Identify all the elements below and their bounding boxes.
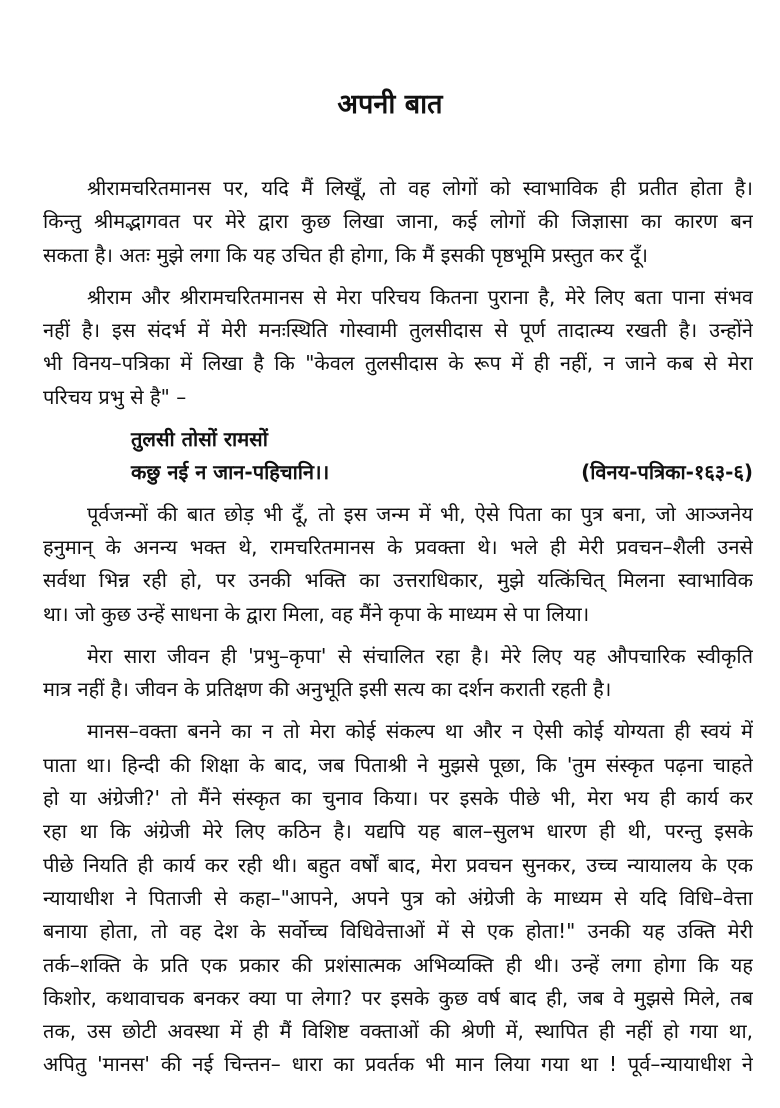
- text-line: मानस–वक्ता बनने का न तो मेरा कोई संकल्प था और न ऐसी कोई योग्यता ही स्वयं में: [87, 719, 753, 744]
- verse-quote: [43, 423, 753, 490]
- text-line: श्रीराम और श्रीरामचरितमानस से मेरा परिचय कितना पुराना है, मेरे लिए बता पाना संभव: [87, 284, 753, 309]
- text-line: परिचय प्रभु से है" –: [43, 384, 187, 409]
- text-line: मात्र नहीं है। जीवन के प्रतिक्षण की अनुभूति इसी सत्य का दर्शन कराती रहती है।: [43, 677, 612, 702]
- text-line: न्यायाधीश ने पिताजी से कहा–"आपने, अपने पुत्र को अंग्रेजी के माध्यम से यदि विधि–वेत्ता: [43, 885, 753, 910]
- text-line: भी विनय–पत्रिका में लिखा है कि "केवल तुलसीदास के रूप में ही नहीं, न जाने कब से मेरा: [43, 351, 753, 376]
- text-line: पीछे नियति ही कार्य कर रही थी। बहुत वर्षों बाद, मेरा प्रवचन सुनकर, उच्च न्यायालय के एक: [43, 852, 753, 877]
- text-line: सर्वथा भिन्न रही हो, पर उनकी भक्ति का उत्तराधिकार, मुझे यत्किंचित् मिलना स्वाभाविक: [43, 568, 753, 593]
- paragraph-group-main: [43, 498, 753, 1082]
- text-line: नहीं है। इस संदर्भ में मेरी मनःस्थिति गोस्वामी तुलसीदास से पूर्ण तादात्म्य रखती है। उन्होंने: [43, 318, 753, 343]
- page-title: अपनी बात: [337, 89, 443, 120]
- text-line: तक, उस छोटी अवस्था में ही मैं विशिष्ट वक्ताओं की श्रेणी में, स्थापित ही नहीं हो गया था,: [43, 1019, 753, 1044]
- text-line: किन्तु श्रीमद्भागवत पर मेरे द्वारा कुछ लिखा जाना, कई लोगों की जिज्ञासा का कारण बन: [43, 209, 753, 234]
- text-line: बनाया होता, तो वह देश के सर्वोच्च विधिवेत्ताओं में से एक होता!" उनकी यह उक्ति मेरी: [43, 919, 753, 944]
- text-line: तर्क–शक्ति के प्रति एक प्रकार की प्रशंसात्मक अभिव्यक्ति ही थी। उन्हें लगा होगा कि यह: [43, 952, 753, 977]
- paragraph: [43, 640, 753, 707]
- text-line: मेरा सारा जीवन ही 'प्रभु–कृपा' से संचालित रहा है। मेरे लिए यह औपचारिक स्वीकृति: [87, 643, 753, 668]
- verse-line: तुलसी तोसों रामसों: [131, 427, 268, 452]
- text-line: श्रीरामचरितमानस पर, यदि मैं लिखूँ, तो वह लोगों को स्वाभाविक ही प्रतीत होता है।: [87, 176, 753, 200]
- text-line: हो या अंग्रेजी?' तो मैंने संस्कृत का चुनाव किया। पर इसके पीछे भी, मेरा भय ही कार्य कर: [43, 786, 753, 811]
- text-line: हनुमान् के अनन्य भक्त थे, रामचरितमानस के प्रवक्ता थे। भले ही मेरी प्रवचन–शैली उनसे: [43, 534, 753, 559]
- paragraph: [43, 281, 753, 414]
- text-line: किशोर, कथावाचक बनकर क्या पा लेगा? पर इसके कुछ वर्ष बाद ही, जब वे मुझसे मिले, तब: [43, 985, 753, 1010]
- text-line: अपितु 'मानस' की नई चिन्तन– धारा का प्रवर्तक भी मान लिया गया था ! पूर्व–न्यायाधीश ने: [43, 1052, 753, 1077]
- document-body: [43, 172, 753, 1091]
- verse-line: कछु नई न जान-पहिचानि।।: [131, 460, 330, 485]
- text-line: पाता था। हिन्दी की शिक्षा के बाद, जब पिताश्री ने मुझसे पूछा, कि 'तुम संस्कृत पढ़ना चाहते: [43, 752, 753, 777]
- paragraph-group-intro: [43, 172, 753, 414]
- text-line: सकता है। अतः मुझे लगा कि यह उचित ही होगा, कि मैं इसकी पृष्ठभूमि प्रस्तुत कर दूँ।: [43, 242, 648, 267]
- paragraph: [43, 498, 753, 631]
- text-line: रहा था कि अंग्रेजी मेरे लिए कठिन है। यद्यपि यह बाल–सुलभ धारण ही थी, परन्तु इसके: [43, 819, 753, 844]
- text-line: पूर्वजन्मों की बात छोड़ भी दूँ, तो इस जन्म में भी, ऐसे पिता का पुत्र बना, जो आञ्जनेय: [87, 501, 753, 526]
- paragraph: [43, 172, 753, 272]
- text-line: था। जो कुछ उन्हें साधना के द्वारा मिला, वह मैंने कृपा के माध्यम से पा लिया।: [43, 601, 590, 626]
- paragraph: [43, 715, 753, 1081]
- verse-reference: (विनय-पत्रिका-१६३-६): [581, 460, 753, 485]
